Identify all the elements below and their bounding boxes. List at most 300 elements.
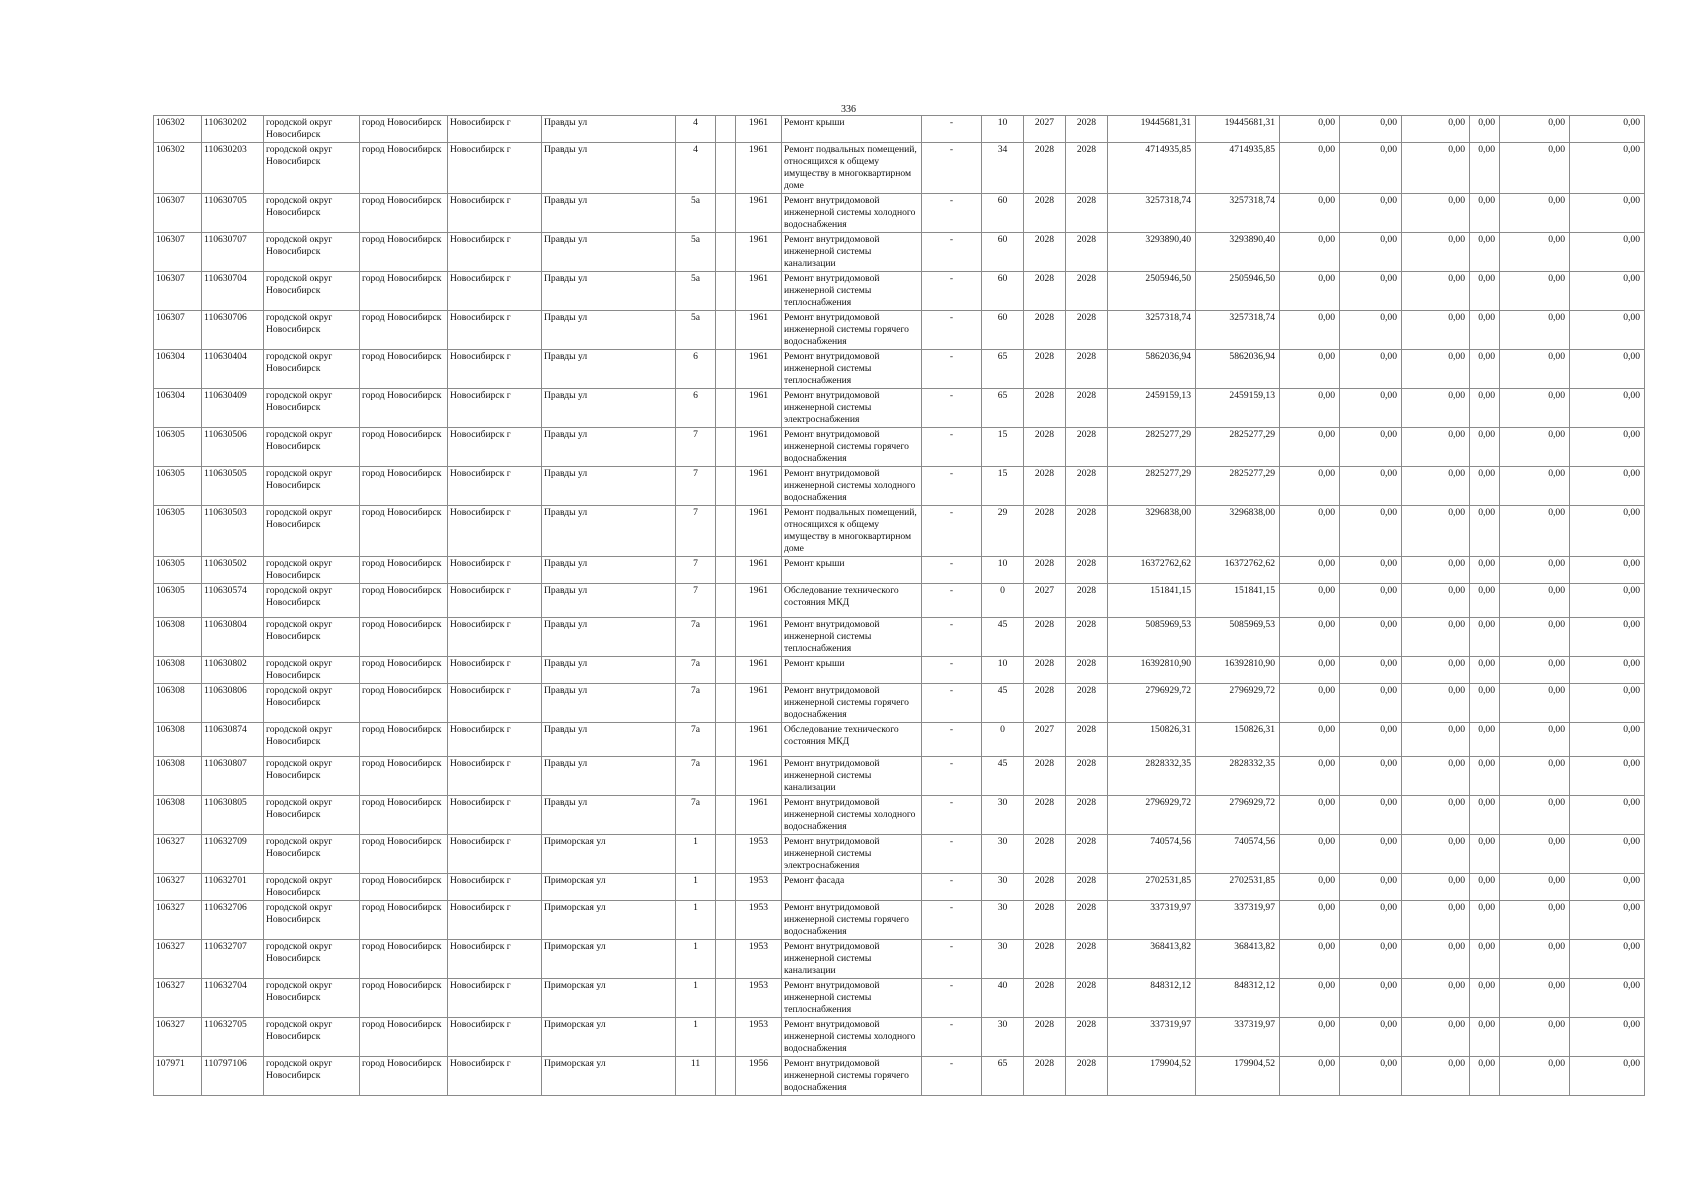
cell-work-type: Ремонт внутридомовой инженерной системы теплоснабжения bbox=[782, 350, 922, 389]
cell-owner-funds: 0,00 bbox=[1500, 311, 1570, 350]
cell-house-number: 7 bbox=[676, 506, 716, 557]
cell-locality: Новосибирск г bbox=[448, 723, 542, 757]
cell-work-id: 110630806 bbox=[202, 684, 264, 723]
cell-fund-cost: 5085969,53 bbox=[1196, 618, 1280, 657]
cell-plan-start-year: 2028 bbox=[1024, 233, 1066, 272]
cell-total-cost: 2828332,35 bbox=[1108, 757, 1196, 796]
cell-locality: Новосибирск г bbox=[448, 557, 542, 584]
cell-street: Правды ул bbox=[542, 657, 676, 684]
cell-plan-end-year: 2028 bbox=[1066, 272, 1108, 311]
cell-year-built: 1961 bbox=[736, 467, 782, 506]
cell-work-id: 110632707 bbox=[202, 940, 264, 979]
cell-fund-cost: 2796929,72 bbox=[1196, 796, 1280, 835]
cell-unit: - bbox=[922, 557, 982, 584]
table-row bbox=[154, 311, 1645, 350]
cell-street: Правды ул bbox=[542, 143, 676, 194]
cell-federal-funds: 0,00 bbox=[1280, 618, 1340, 657]
cell-federal-funds: 0,00 bbox=[1280, 835, 1340, 874]
cell-house-number: 4 bbox=[676, 143, 716, 194]
cell-work-type: Ремонт внутридомовой инженерной системы горячего водоснабжения bbox=[782, 428, 922, 467]
cell-plan-end-year: 2028 bbox=[1066, 835, 1108, 874]
cell-unit: - bbox=[922, 618, 982, 657]
cell-year-built: 1961 bbox=[736, 116, 782, 143]
cell-wear-percent: 45 bbox=[982, 618, 1024, 657]
cell-work-type: Ремонт внутридомовой инженерной системы электроснабжения bbox=[782, 835, 922, 874]
cell-plan-end-year: 2028 bbox=[1066, 143, 1108, 194]
cell-settlement: город Новосибирск bbox=[360, 979, 448, 1018]
cell-work-id: 110632701 bbox=[202, 874, 264, 901]
cell-locality: Новосибирск г bbox=[448, 311, 542, 350]
cell-plan-start-year: 2028 bbox=[1024, 1057, 1066, 1096]
cell-other-funds: 0,00 bbox=[1570, 389, 1645, 428]
table-row bbox=[154, 1057, 1645, 1096]
cell-wear-percent: 45 bbox=[982, 684, 1024, 723]
cell-building bbox=[716, 684, 736, 723]
cell-regional-funds: 0,00 bbox=[1340, 684, 1402, 723]
cell-settlement: город Новосибирск bbox=[360, 557, 448, 584]
cell-plan-start-year: 2028 bbox=[1024, 901, 1066, 940]
cell-local-funds: 0,00 bbox=[1402, 1057, 1470, 1096]
cell-tsj-funds: 0,00 bbox=[1470, 467, 1500, 506]
table-row bbox=[154, 940, 1645, 979]
cell-house-id: 106307 bbox=[154, 272, 202, 311]
cell-federal-funds: 0,00 bbox=[1280, 116, 1340, 143]
cell-federal-funds: 0,00 bbox=[1280, 272, 1340, 311]
cell-building bbox=[716, 467, 736, 506]
cell-total-cost: 2702531,85 bbox=[1108, 874, 1196, 901]
cell-regional-funds: 0,00 bbox=[1340, 1018, 1402, 1057]
cell-house-number: 4 bbox=[676, 116, 716, 143]
table-row bbox=[154, 723, 1645, 757]
cell-owner-funds: 0,00 bbox=[1500, 467, 1570, 506]
cell-work-id: 110632705 bbox=[202, 1018, 264, 1057]
cell-settlement: город Новосибирск bbox=[360, 506, 448, 557]
cell-unit: - bbox=[922, 835, 982, 874]
cell-municipality: городской округ Новосибирск bbox=[264, 684, 360, 723]
cell-plan-end-year: 2028 bbox=[1066, 684, 1108, 723]
cell-wear-percent: 15 bbox=[982, 428, 1024, 467]
cell-other-funds: 0,00 bbox=[1570, 557, 1645, 584]
cell-owner-funds: 0,00 bbox=[1500, 272, 1570, 311]
cell-street: Приморская ул bbox=[542, 901, 676, 940]
cell-work-id: 110630705 bbox=[202, 194, 264, 233]
cell-municipality: городской округ Новосибирск bbox=[264, 350, 360, 389]
table-row bbox=[154, 389, 1645, 428]
cell-unit: - bbox=[922, 757, 982, 796]
table-row bbox=[154, 657, 1645, 684]
cell-settlement: город Новосибирск bbox=[360, 618, 448, 657]
cell-work-type: Ремонт подвальных помещений, относящихся к общему имуществу в многоквартирном доме bbox=[782, 506, 922, 557]
cell-year-built: 1961 bbox=[736, 311, 782, 350]
cell-locality: Новосибирск г bbox=[448, 796, 542, 835]
cell-year-built: 1953 bbox=[736, 901, 782, 940]
page-number: 336 bbox=[841, 104, 856, 115]
cell-regional-funds: 0,00 bbox=[1340, 979, 1402, 1018]
cell-owner-funds: 0,00 bbox=[1500, 723, 1570, 757]
cell-plan-start-year: 2028 bbox=[1024, 389, 1066, 428]
cell-municipality: городской округ Новосибирск bbox=[264, 618, 360, 657]
cell-locality: Новосибирск г bbox=[448, 835, 542, 874]
cell-house-id: 106305 bbox=[154, 428, 202, 467]
cell-work-id: 110630409 bbox=[202, 389, 264, 428]
cell-fund-cost: 179904,52 bbox=[1196, 1057, 1280, 1096]
cell-other-funds: 0,00 bbox=[1570, 272, 1645, 311]
cell-plan-start-year: 2028 bbox=[1024, 835, 1066, 874]
cell-plan-start-year: 2028 bbox=[1024, 467, 1066, 506]
cell-regional-funds: 0,00 bbox=[1340, 835, 1402, 874]
cell-locality: Новосибирск г bbox=[448, 940, 542, 979]
cell-plan-end-year: 2028 bbox=[1066, 618, 1108, 657]
cell-tsj-funds: 0,00 bbox=[1470, 796, 1500, 835]
cell-plan-end-year: 2028 bbox=[1066, 940, 1108, 979]
cell-building bbox=[716, 350, 736, 389]
cell-other-funds: 0,00 bbox=[1570, 350, 1645, 389]
cell-wear-percent: 65 bbox=[982, 1057, 1024, 1096]
cell-plan-end-year: 2028 bbox=[1066, 311, 1108, 350]
cell-locality: Новосибирск г bbox=[448, 272, 542, 311]
cell-fund-cost: 337319,97 bbox=[1196, 1018, 1280, 1057]
cell-plan-start-year: 2028 bbox=[1024, 557, 1066, 584]
cell-tsj-funds: 0,00 bbox=[1470, 657, 1500, 684]
cell-building bbox=[716, 143, 736, 194]
cell-owner-funds: 0,00 bbox=[1500, 557, 1570, 584]
cell-house-id: 106304 bbox=[154, 350, 202, 389]
cell-locality: Новосибирск г bbox=[448, 684, 542, 723]
cell-fund-cost: 3293890,40 bbox=[1196, 233, 1280, 272]
cell-federal-funds: 0,00 bbox=[1280, 657, 1340, 684]
cell-wear-percent: 34 bbox=[982, 143, 1024, 194]
cell-total-cost: 740574,56 bbox=[1108, 835, 1196, 874]
cell-year-built: 1961 bbox=[736, 757, 782, 796]
cell-owner-funds: 0,00 bbox=[1500, 835, 1570, 874]
cell-street: Приморская ул bbox=[542, 1018, 676, 1057]
cell-unit: - bbox=[922, 272, 982, 311]
cell-building bbox=[716, 272, 736, 311]
cell-plan-end-year: 2028 bbox=[1066, 723, 1108, 757]
cell-regional-funds: 0,00 bbox=[1340, 467, 1402, 506]
cell-unit: - bbox=[922, 796, 982, 835]
cell-building bbox=[716, 116, 736, 143]
cell-house-id: 106305 bbox=[154, 506, 202, 557]
cell-building bbox=[716, 940, 736, 979]
cell-year-built: 1953 bbox=[736, 940, 782, 979]
cell-municipality: городской округ Новосибирск bbox=[264, 143, 360, 194]
cell-wear-percent: 45 bbox=[982, 757, 1024, 796]
cell-work-type: Ремонт внутридомовой инженерной системы теплоснабжения bbox=[782, 979, 922, 1018]
cell-work-id: 110630802 bbox=[202, 657, 264, 684]
cell-unit: - bbox=[922, 143, 982, 194]
cell-year-built: 1961 bbox=[736, 194, 782, 233]
cell-settlement: город Новосибирск bbox=[360, 389, 448, 428]
cell-work-type: Ремонт внутридомовой инженерной системы горячего водоснабжения bbox=[782, 684, 922, 723]
cell-work-type: Ремонт внутридомовой инженерной системы горячего водоснабжения bbox=[782, 311, 922, 350]
cell-work-type: Обследование технического состояния МКД bbox=[782, 723, 922, 757]
cell-municipality: городской округ Новосибирск bbox=[264, 940, 360, 979]
cell-unit: - bbox=[922, 684, 982, 723]
cell-owner-funds: 0,00 bbox=[1500, 194, 1570, 233]
cell-settlement: город Новосибирск bbox=[360, 233, 448, 272]
cell-owner-funds: 0,00 bbox=[1500, 796, 1570, 835]
cell-work-type: Ремонт подвальных помещений, относящихся к общему имуществу в многоквартирном доме bbox=[782, 143, 922, 194]
cell-work-id: 110632709 bbox=[202, 835, 264, 874]
cell-municipality: городской округ Новосибирск bbox=[264, 428, 360, 467]
cell-other-funds: 0,00 bbox=[1570, 874, 1645, 901]
cell-federal-funds: 0,00 bbox=[1280, 428, 1340, 467]
cell-year-built: 1956 bbox=[736, 1057, 782, 1096]
cell-local-funds: 0,00 bbox=[1402, 874, 1470, 901]
cell-regional-funds: 0,00 bbox=[1340, 940, 1402, 979]
cell-plan-end-year: 2028 bbox=[1066, 979, 1108, 1018]
cell-year-built: 1961 bbox=[736, 723, 782, 757]
cell-house-id: 106308 bbox=[154, 757, 202, 796]
cell-local-funds: 0,00 bbox=[1402, 835, 1470, 874]
cell-building bbox=[716, 557, 736, 584]
cell-house-id: 106327 bbox=[154, 874, 202, 901]
cell-house-id: 106327 bbox=[154, 979, 202, 1018]
cell-house-id: 106304 bbox=[154, 389, 202, 428]
cell-federal-funds: 0,00 bbox=[1280, 506, 1340, 557]
cell-total-cost: 337319,97 bbox=[1108, 901, 1196, 940]
cell-house-number: 1 bbox=[676, 979, 716, 1018]
cell-municipality: городской округ Новосибирск bbox=[264, 272, 360, 311]
cell-plan-end-year: 2028 bbox=[1066, 428, 1108, 467]
cell-street: Правды ул bbox=[542, 584, 676, 618]
cell-total-cost: 368413,82 bbox=[1108, 940, 1196, 979]
cell-house-id: 106302 bbox=[154, 116, 202, 143]
cell-federal-funds: 0,00 bbox=[1280, 1057, 1340, 1096]
cell-municipality: городской округ Новосибирск bbox=[264, 467, 360, 506]
cell-federal-funds: 0,00 bbox=[1280, 796, 1340, 835]
cell-wear-percent: 60 bbox=[982, 311, 1024, 350]
cell-tsj-funds: 0,00 bbox=[1470, 835, 1500, 874]
cell-street: Правды ул bbox=[542, 757, 676, 796]
cell-settlement: город Новосибирск bbox=[360, 657, 448, 684]
cell-house-id: 106327 bbox=[154, 835, 202, 874]
cell-building bbox=[716, 1057, 736, 1096]
cell-other-funds: 0,00 bbox=[1570, 584, 1645, 618]
cell-regional-funds: 0,00 bbox=[1340, 618, 1402, 657]
cell-unit: - bbox=[922, 311, 982, 350]
cell-total-cost: 3293890,40 bbox=[1108, 233, 1196, 272]
cell-wear-percent: 29 bbox=[982, 506, 1024, 557]
cell-unit: - bbox=[922, 467, 982, 506]
cell-total-cost: 3257318,74 bbox=[1108, 194, 1196, 233]
cell-fund-cost: 3296838,00 bbox=[1196, 506, 1280, 557]
cell-building bbox=[716, 657, 736, 684]
cell-settlement: город Новосибирск bbox=[360, 194, 448, 233]
cell-wear-percent: 60 bbox=[982, 272, 1024, 311]
cell-other-funds: 0,00 bbox=[1570, 116, 1645, 143]
cell-year-built: 1961 bbox=[736, 506, 782, 557]
cell-fund-cost: 3257318,74 bbox=[1196, 311, 1280, 350]
cell-owner-funds: 0,00 bbox=[1500, 901, 1570, 940]
cell-other-funds: 0,00 bbox=[1570, 723, 1645, 757]
cell-total-cost: 16392810,90 bbox=[1108, 657, 1196, 684]
cell-street: Приморская ул bbox=[542, 940, 676, 979]
cell-total-cost: 2796929,72 bbox=[1108, 796, 1196, 835]
cell-municipality: городской округ Новосибирск bbox=[264, 233, 360, 272]
cell-local-funds: 0,00 bbox=[1402, 979, 1470, 1018]
cell-plan-start-year: 2028 bbox=[1024, 874, 1066, 901]
cell-building bbox=[716, 389, 736, 428]
cell-building bbox=[716, 506, 736, 557]
cell-plan-end-year: 2028 bbox=[1066, 350, 1108, 389]
cell-work-id: 110797106 bbox=[202, 1057, 264, 1096]
cell-total-cost: 2796929,72 bbox=[1108, 684, 1196, 723]
cell-regional-funds: 0,00 bbox=[1340, 143, 1402, 194]
cell-owner-funds: 0,00 bbox=[1500, 116, 1570, 143]
cell-federal-funds: 0,00 bbox=[1280, 557, 1340, 584]
cell-street: Правды ул bbox=[542, 116, 676, 143]
cell-plan-end-year: 2028 bbox=[1066, 757, 1108, 796]
cell-fund-cost: 16392810,90 bbox=[1196, 657, 1280, 684]
cell-settlement: город Новосибирск bbox=[360, 1018, 448, 1057]
cell-other-funds: 0,00 bbox=[1570, 233, 1645, 272]
table-row bbox=[154, 506, 1645, 557]
cell-year-built: 1961 bbox=[736, 389, 782, 428]
cell-municipality: городской округ Новосибирск bbox=[264, 116, 360, 143]
cell-work-id: 110632706 bbox=[202, 901, 264, 940]
cell-federal-funds: 0,00 bbox=[1280, 143, 1340, 194]
cell-year-built: 1953 bbox=[736, 874, 782, 901]
cell-other-funds: 0,00 bbox=[1570, 618, 1645, 657]
cell-work-type: Ремонт внутридомовой инженерной системы горячего водоснабжения bbox=[782, 901, 922, 940]
cell-fund-cost: 740574,56 bbox=[1196, 835, 1280, 874]
cell-total-cost: 151841,15 bbox=[1108, 584, 1196, 618]
cell-local-funds: 0,00 bbox=[1402, 194, 1470, 233]
cell-locality: Новосибирск г bbox=[448, 428, 542, 467]
cell-total-cost: 4714935,85 bbox=[1108, 143, 1196, 194]
cell-plan-start-year: 2028 bbox=[1024, 194, 1066, 233]
cell-work-id: 110630202 bbox=[202, 116, 264, 143]
cell-unit: - bbox=[922, 940, 982, 979]
cell-building bbox=[716, 618, 736, 657]
cell-wear-percent: 10 bbox=[982, 557, 1024, 584]
cell-other-funds: 0,00 bbox=[1570, 796, 1645, 835]
cell-house-id: 107971 bbox=[154, 1057, 202, 1096]
table-row bbox=[154, 467, 1645, 506]
cell-plan-end-year: 2028 bbox=[1066, 233, 1108, 272]
cell-municipality: городской округ Новосибирск bbox=[264, 311, 360, 350]
cell-house-number: 7а bbox=[676, 618, 716, 657]
cell-local-funds: 0,00 bbox=[1402, 657, 1470, 684]
cell-owner-funds: 0,00 bbox=[1500, 684, 1570, 723]
cell-year-built: 1953 bbox=[736, 835, 782, 874]
cell-plan-end-year: 2028 bbox=[1066, 389, 1108, 428]
table-row bbox=[154, 796, 1645, 835]
cell-building bbox=[716, 796, 736, 835]
cell-locality: Новосибирск г bbox=[448, 143, 542, 194]
cell-plan-end-year: 2028 bbox=[1066, 796, 1108, 835]
cell-tsj-funds: 0,00 bbox=[1470, 901, 1500, 940]
cell-year-built: 1961 bbox=[736, 428, 782, 467]
cell-regional-funds: 0,00 bbox=[1340, 194, 1402, 233]
cell-plan-start-year: 2028 bbox=[1024, 311, 1066, 350]
cell-fund-cost: 2796929,72 bbox=[1196, 684, 1280, 723]
cell-settlement: город Новосибирск bbox=[360, 350, 448, 389]
cell-settlement: город Новосибирск bbox=[360, 796, 448, 835]
cell-house-id: 106308 bbox=[154, 796, 202, 835]
cell-total-cost: 19445681,31 bbox=[1108, 116, 1196, 143]
cell-street: Приморская ул bbox=[542, 874, 676, 901]
cell-house-number: 5а bbox=[676, 194, 716, 233]
cell-street: Правды ул bbox=[542, 272, 676, 311]
cell-settlement: город Новосибирск bbox=[360, 1057, 448, 1096]
cell-wear-percent: 30 bbox=[982, 940, 1024, 979]
cell-tsj-funds: 0,00 bbox=[1470, 116, 1500, 143]
cell-wear-percent: 30 bbox=[982, 835, 1024, 874]
cell-unit: - bbox=[922, 901, 982, 940]
cell-settlement: город Новосибирск bbox=[360, 584, 448, 618]
cell-municipality: городской округ Новосибирск bbox=[264, 835, 360, 874]
cell-street: Правды ул bbox=[542, 311, 676, 350]
cell-tsj-funds: 0,00 bbox=[1470, 684, 1500, 723]
cell-work-type: Ремонт фасада bbox=[782, 874, 922, 901]
cell-tsj-funds: 0,00 bbox=[1470, 1057, 1500, 1096]
cell-other-funds: 0,00 bbox=[1570, 979, 1645, 1018]
cell-wear-percent: 30 bbox=[982, 1018, 1024, 1057]
cell-wear-percent: 65 bbox=[982, 389, 1024, 428]
cell-street: Приморская ул bbox=[542, 979, 676, 1018]
cell-house-id: 106327 bbox=[154, 1018, 202, 1057]
cell-work-id: 110632704 bbox=[202, 979, 264, 1018]
cell-house-number: 6 bbox=[676, 350, 716, 389]
cell-wear-percent: 30 bbox=[982, 874, 1024, 901]
cell-regional-funds: 0,00 bbox=[1340, 272, 1402, 311]
cell-plan-end-year: 2028 bbox=[1066, 657, 1108, 684]
cell-owner-funds: 0,00 bbox=[1500, 506, 1570, 557]
cell-other-funds: 0,00 bbox=[1570, 1018, 1645, 1057]
cell-plan-end-year: 2028 bbox=[1066, 116, 1108, 143]
cell-building bbox=[716, 723, 736, 757]
cell-owner-funds: 0,00 bbox=[1500, 389, 1570, 428]
cell-total-cost: 2505946,50 bbox=[1108, 272, 1196, 311]
cell-fund-cost: 368413,82 bbox=[1196, 940, 1280, 979]
cell-unit: - bbox=[922, 723, 982, 757]
cell-work-type: Ремонт внутридомовой инженерной системы теплоснабжения bbox=[782, 272, 922, 311]
cell-federal-funds: 0,00 bbox=[1280, 684, 1340, 723]
cell-other-funds: 0,00 bbox=[1570, 684, 1645, 723]
cell-regional-funds: 0,00 bbox=[1340, 233, 1402, 272]
table-row bbox=[154, 874, 1645, 901]
cell-tsj-funds: 0,00 bbox=[1470, 350, 1500, 389]
cell-total-cost: 2459159,13 bbox=[1108, 389, 1196, 428]
table-row bbox=[154, 350, 1645, 389]
cell-federal-funds: 0,00 bbox=[1280, 584, 1340, 618]
cell-street: Правды ул bbox=[542, 389, 676, 428]
cell-house-number: 1 bbox=[676, 874, 716, 901]
cell-street: Правды ул bbox=[542, 618, 676, 657]
cell-total-cost: 5862036,94 bbox=[1108, 350, 1196, 389]
cell-locality: Новосибирск г bbox=[448, 506, 542, 557]
cell-wear-percent: 40 bbox=[982, 979, 1024, 1018]
cell-fund-cost: 2828332,35 bbox=[1196, 757, 1280, 796]
cell-municipality: городской округ Новосибирск bbox=[264, 874, 360, 901]
cell-total-cost: 150826,31 bbox=[1108, 723, 1196, 757]
cell-building bbox=[716, 979, 736, 1018]
cell-work-type: Ремонт внутридомовой инженерной системы холодного водоснабжения bbox=[782, 467, 922, 506]
cell-fund-cost: 151841,15 bbox=[1196, 584, 1280, 618]
cell-house-number: 5а bbox=[676, 311, 716, 350]
cell-total-cost: 337319,97 bbox=[1108, 1018, 1196, 1057]
cell-tsj-funds: 0,00 bbox=[1470, 723, 1500, 757]
cell-municipality: городской округ Новосибирск bbox=[264, 557, 360, 584]
cell-settlement: город Новосибирск bbox=[360, 757, 448, 796]
cell-fund-cost: 2459159,13 bbox=[1196, 389, 1280, 428]
cell-building bbox=[716, 233, 736, 272]
cell-plan-start-year: 2027 bbox=[1024, 584, 1066, 618]
cell-work-type: Ремонт крыши bbox=[782, 557, 922, 584]
